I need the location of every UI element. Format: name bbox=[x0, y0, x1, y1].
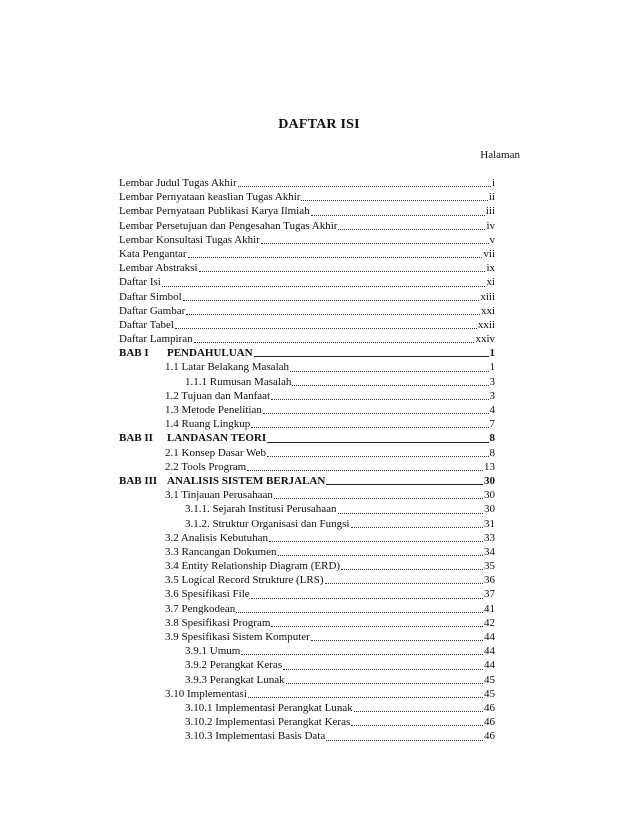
toc-entry-row bbox=[119, 261, 495, 275]
toc-entry-row bbox=[119, 488, 495, 502]
page-number: v bbox=[489, 233, 495, 246]
dot-leader bbox=[267, 447, 489, 457]
dot-leader bbox=[283, 660, 483, 670]
chapter-title: LANDASAN TEORI bbox=[167, 432, 267, 445]
toc-entry-label: Daftar Tabel bbox=[119, 318, 174, 331]
toc-entry-row bbox=[119, 190, 495, 204]
page-number: 44 bbox=[484, 659, 495, 672]
dot-leader bbox=[267, 433, 488, 443]
page-number: vii bbox=[483, 247, 495, 260]
toc-entry-row bbox=[119, 701, 495, 715]
page-number: xxiv bbox=[475, 333, 495, 346]
dot-leader bbox=[311, 206, 485, 216]
page-number: iv bbox=[486, 219, 495, 232]
dot-leader bbox=[183, 291, 480, 301]
toc-entry-label: 1.1.1 Rumusan Masalah bbox=[185, 375, 292, 388]
page-number: 45 bbox=[484, 687, 495, 700]
toc-chapter-row bbox=[119, 346, 495, 360]
toc-entry-row bbox=[119, 644, 495, 658]
page-number: 30 bbox=[484, 503, 495, 516]
toc-entry-row bbox=[119, 517, 495, 531]
page-number: 3 bbox=[489, 375, 495, 388]
dot-leader bbox=[301, 191, 487, 201]
toc-entry-label: 1.1 Latar Belakang Masalah bbox=[165, 361, 290, 374]
dot-leader bbox=[351, 716, 483, 726]
toc-entry-row bbox=[119, 446, 495, 460]
dot-leader bbox=[175, 319, 477, 329]
page-number: i bbox=[491, 177, 495, 189]
dot-leader bbox=[292, 376, 488, 386]
toc-entry-label bbox=[119, 346, 253, 360]
toc-entry-label: 1.4 Ruang Lingkup bbox=[165, 418, 251, 431]
toc-chapter-row bbox=[119, 474, 495, 488]
page-number: 35 bbox=[484, 560, 495, 573]
page-number: 41 bbox=[484, 602, 495, 615]
toc-entry-label: 3.1.2. Struktur Organisasi dan Fungsi bbox=[185, 517, 350, 530]
chapter-number: BAB II bbox=[119, 432, 153, 445]
dot-leader bbox=[188, 248, 483, 258]
dot-leader bbox=[251, 589, 483, 599]
dot-leader bbox=[251, 418, 488, 428]
dot-leader bbox=[338, 504, 483, 514]
dot-leader bbox=[354, 702, 483, 712]
page-number: 13 bbox=[484, 460, 495, 473]
toc-entry-row bbox=[119, 417, 495, 431]
toc-entry-label: Lembar Konsultasi Tugas Akhir bbox=[119, 233, 260, 246]
toc-entry-row bbox=[119, 176, 495, 190]
toc-entry-row bbox=[119, 247, 495, 261]
toc-entry-label: 2.2 Tools Program bbox=[165, 460, 247, 473]
toc-entry-label: 1.2 Tujuan dan Manfaat bbox=[165, 389, 271, 402]
toc-entry-label: Daftar Simbol bbox=[119, 290, 182, 303]
toc-entry-row bbox=[119, 502, 495, 516]
table-of-contents bbox=[119, 176, 495, 744]
dot-leader bbox=[238, 177, 491, 187]
page-number: 36 bbox=[484, 574, 495, 587]
toc-entry-row bbox=[119, 290, 495, 304]
toc-entry-row bbox=[119, 531, 495, 545]
toc-entry-row bbox=[119, 460, 495, 474]
page-number: 31 bbox=[484, 517, 495, 530]
page-number: xi bbox=[486, 276, 495, 289]
dot-leader bbox=[274, 489, 483, 499]
toc-entry-row bbox=[119, 673, 495, 687]
dot-leader bbox=[338, 220, 485, 230]
toc-entry-row bbox=[119, 360, 495, 374]
toc-entry-label bbox=[119, 474, 325, 488]
page-number: ii bbox=[488, 191, 495, 204]
toc-chapter-row bbox=[119, 431, 495, 445]
page-number: 44 bbox=[484, 645, 495, 658]
dot-leader bbox=[261, 234, 489, 244]
toc-entry-label: Daftar Lampiran bbox=[119, 333, 193, 346]
page-number: 37 bbox=[484, 588, 495, 601]
toc-entry-label: 3.6 Spesifikasi File bbox=[165, 588, 250, 601]
toc-entry-label: Kata Pengantar bbox=[119, 247, 187, 260]
chapter-title: PENDAHULUAN bbox=[167, 347, 253, 360]
toc-entry-row bbox=[119, 687, 495, 701]
chapter-title: ANALISIS SISTEM BERJALAN bbox=[167, 474, 326, 487]
toc-entry-label: 2.1 Konsep Dasar Web bbox=[165, 446, 266, 459]
dot-leader bbox=[286, 674, 483, 684]
toc-entry-label: Lembar Pernyataan Publikasi Karya Ilmiah bbox=[119, 205, 310, 218]
toc-entry-row bbox=[119, 332, 495, 346]
toc-entry-row bbox=[119, 545, 495, 559]
dot-leader bbox=[186, 305, 480, 315]
dot-leader bbox=[263, 404, 489, 414]
dot-leader bbox=[248, 688, 483, 698]
toc-entry-label: 3.8 Spesifikasi Program bbox=[165, 616, 271, 629]
page-number: 45 bbox=[484, 673, 495, 686]
page-number: 33 bbox=[484, 531, 495, 544]
toc-entry-label: 3.9.3 Perangkat Lunak bbox=[185, 673, 285, 686]
dot-leader bbox=[326, 475, 483, 485]
toc-entry-label: 3.5 Logical Record Strukture (LRS) bbox=[165, 574, 324, 587]
dot-leader bbox=[199, 262, 486, 272]
dot-leader bbox=[311, 631, 483, 641]
toc-entry-row bbox=[119, 389, 495, 403]
toc-entry-row bbox=[119, 275, 495, 289]
page-number: 1 bbox=[489, 361, 495, 374]
dot-leader bbox=[326, 731, 483, 741]
dot-leader bbox=[269, 532, 483, 542]
dot-leader bbox=[254, 347, 489, 357]
toc-entry-label: 3.9 Spesifikasi Sistem Komputer bbox=[165, 631, 310, 643]
page-number: 30 bbox=[484, 474, 495, 487]
dot-leader bbox=[271, 617, 483, 627]
toc-entry-label: 3.7 Pengkodean bbox=[165, 602, 236, 615]
dot-leader bbox=[236, 603, 483, 613]
page-number: xxii bbox=[477, 318, 495, 331]
page-number: 8 bbox=[489, 446, 495, 459]
dot-leader bbox=[241, 645, 483, 655]
toc-entry-label: 3.10.2 Implementasi Perangkat Keras bbox=[185, 716, 351, 729]
page-number: 44 bbox=[484, 631, 495, 643]
toc-entry-row bbox=[119, 304, 495, 318]
dot-leader bbox=[341, 560, 483, 570]
dot-leader bbox=[325, 574, 483, 584]
toc-entry-label: 3.1 Tinjauan Perusahaan bbox=[165, 489, 273, 502]
page-number: 30 bbox=[484, 489, 495, 502]
page-number: xiii bbox=[480, 290, 495, 303]
page-number: 8 bbox=[489, 432, 495, 445]
toc-entry-label: Lembar Pernyataan keaslian Tugas Akhir bbox=[119, 191, 301, 204]
dot-leader bbox=[162, 277, 486, 287]
dot-leader bbox=[278, 546, 484, 556]
toc-entry-label: Daftar Isi bbox=[119, 276, 161, 289]
toc-entry-row bbox=[119, 219, 495, 233]
toc-entry-label: 1.3 Metode Penelitian bbox=[165, 404, 262, 416]
toc-entry-row bbox=[119, 233, 495, 247]
toc-entry-label: 3.10.3 Implementasi Basis Data bbox=[185, 730, 326, 743]
page-number: 3 bbox=[489, 389, 495, 402]
toc-entry-label: Lembar Abstraksi bbox=[119, 262, 198, 275]
toc-entry-row bbox=[119, 375, 495, 389]
page-number: iii bbox=[485, 205, 495, 218]
toc-entry-row bbox=[119, 587, 495, 601]
page-number: xxi bbox=[480, 304, 495, 317]
toc-entry-row bbox=[119, 630, 495, 644]
toc-entry-label: 3.4 Entity Relationship Diagram (ERD) bbox=[165, 560, 341, 573]
dot-leader bbox=[247, 461, 483, 471]
toc-entry-label: 3.1.1. Sejarah Institusi Perusahaan bbox=[185, 503, 337, 516]
toc-entry-label: 3.10 Implementasi bbox=[165, 687, 247, 700]
page-number: 1 bbox=[489, 347, 495, 360]
page-column-header: Halaman bbox=[480, 149, 520, 161]
toc-entry-label: 3.10.1 Implementasi Perangkat Lunak bbox=[185, 701, 353, 714]
toc-entry-row bbox=[119, 573, 495, 587]
dot-leader bbox=[290, 362, 488, 372]
toc-entry-label: 3.9.2 Perangkat Keras bbox=[185, 659, 283, 672]
toc-entry-row bbox=[119, 658, 495, 672]
toc-entry-row bbox=[119, 616, 495, 630]
toc-entry-row bbox=[119, 602, 495, 616]
toc-entry-row bbox=[119, 715, 495, 729]
page-number: 46 bbox=[484, 701, 495, 714]
page-number: 42 bbox=[484, 616, 495, 629]
page-number: 7 bbox=[489, 418, 495, 431]
toc-entry-row bbox=[119, 204, 495, 218]
dot-leader bbox=[351, 518, 484, 528]
dot-leader bbox=[271, 390, 488, 400]
toc-entry-label: 3.2 Analisis Kebutuhan bbox=[165, 531, 268, 544]
page-title: DAFTAR ISI bbox=[278, 117, 360, 132]
page-number: 46 bbox=[484, 716, 495, 729]
page-number: 46 bbox=[484, 730, 495, 743]
chapter-number: BAB I bbox=[119, 347, 149, 360]
chapter-number: BAB III bbox=[119, 474, 158, 487]
toc-entry-label: Lembar Persetujuan dan Pengesahan Tugas Akhir bbox=[119, 219, 338, 232]
dot-leader bbox=[194, 333, 475, 343]
toc-entry-label: 3.9.1 Umum bbox=[185, 645, 241, 658]
toc-entry-label: 3.3 Rancangan Dokumen bbox=[165, 545, 277, 558]
toc-entry-label: Lembar Judul Tugas Akhir bbox=[119, 177, 237, 189]
toc-entry-row bbox=[119, 559, 495, 573]
toc-entry-label bbox=[119, 431, 266, 445]
page-number: ix bbox=[486, 262, 495, 275]
toc-entry-label: Daftar Gambar bbox=[119, 304, 186, 317]
toc-entry-row bbox=[119, 729, 495, 743]
page-number: 34 bbox=[484, 545, 495, 558]
toc-entry-row bbox=[119, 403, 495, 417]
page-number: 4 bbox=[489, 404, 495, 416]
toc-entry-row bbox=[119, 318, 495, 332]
